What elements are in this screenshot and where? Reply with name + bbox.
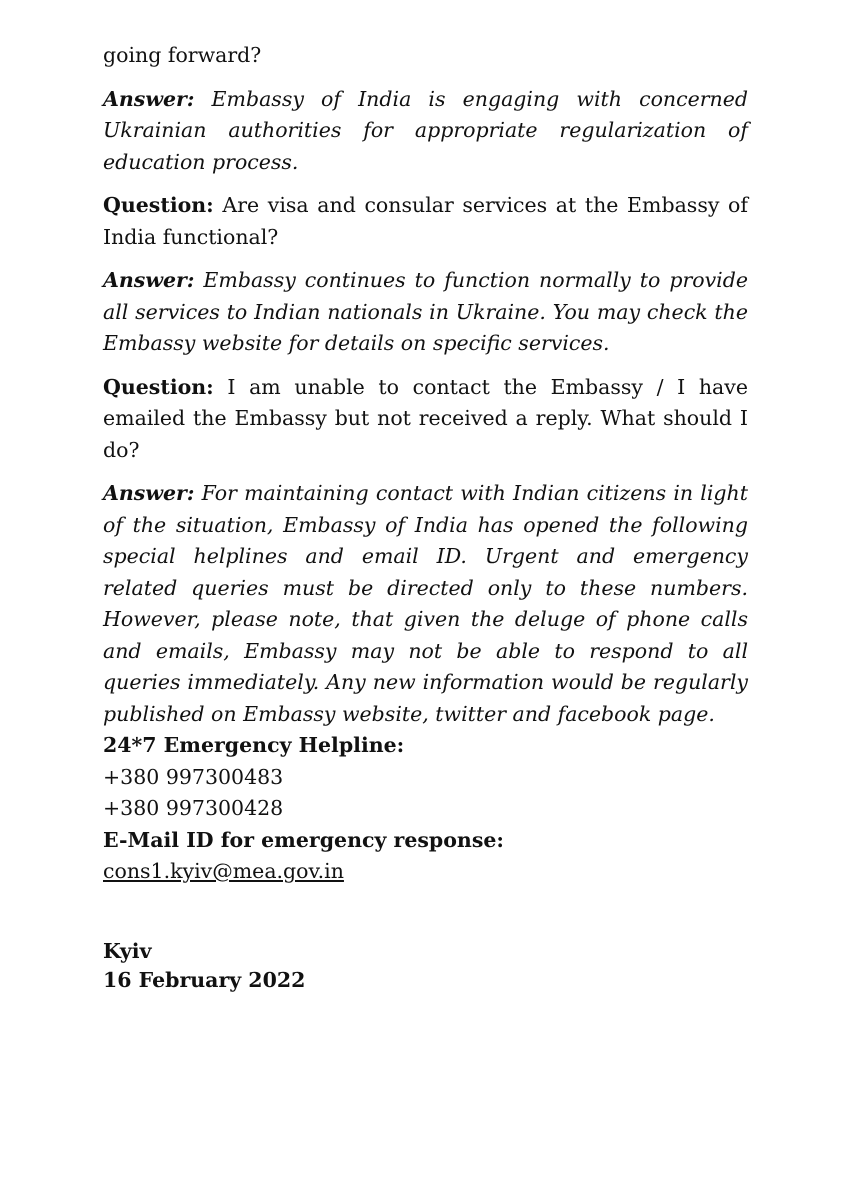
question-label: Question:	[103, 374, 214, 399]
answer-text: Embassy of India is engaging with concerned Ukrainian authorities for appropriate regularization of education process.	[103, 86, 748, 174]
question-text: Are visa and consular services at the Embassy of India functional?	[103, 193, 748, 249]
answer-block	[103, 265, 748, 360]
question-label: Question:	[103, 193, 214, 217]
email-label: E-Mail ID for emergency response:	[103, 827, 504, 852]
continuation-text: going forward?	[103, 43, 262, 67]
document-page	[103, 40, 748, 995]
answer-label: Answer:	[103, 481, 195, 505]
answer-label: Answer:	[103, 268, 195, 292]
answer-block	[103, 478, 748, 730]
signature-date: 16 February 2022	[103, 967, 306, 992]
helpline-number[interactable]: +380 997300428	[103, 796, 284, 820]
question-block	[103, 372, 748, 467]
answer-label: Answer:	[103, 86, 195, 111]
spacer	[103, 888, 748, 937]
helpline-heading: 24*7 Emergency Helpline:	[103, 733, 405, 757]
answer-text: For maintaining contact with Indian citizens in light of the situation, Embassy of India has opened the following special helplines and email ID. Urgent and emergency related queries must be directed only to these numbers. However, please note, that given the deluge of phone calls and emails, Embassy may not be able to respond to all queries immediately. Any new information would be regularly published on Embassy website, twitter and facebook page.	[103, 481, 748, 726]
signature-place: Kyiv	[103, 938, 152, 963]
helpline-number[interactable]: +380 997300483	[103, 764, 284, 789]
question-text: I am unable to contact the Embassy / I have emailed the Embassy but not received a reply. What should I do?	[103, 374, 748, 462]
question-block	[103, 190, 748, 253]
email-line	[103, 825, 748, 888]
answer-text: Embassy continues to function normally to provide all services to Indian nationals in Ukraine. You may check the Embassy website for details on specific services.	[103, 268, 748, 355]
answer-block	[103, 84, 748, 179]
email-link[interactable]: cons1.kyiv@mea.gov.in	[103, 859, 344, 883]
